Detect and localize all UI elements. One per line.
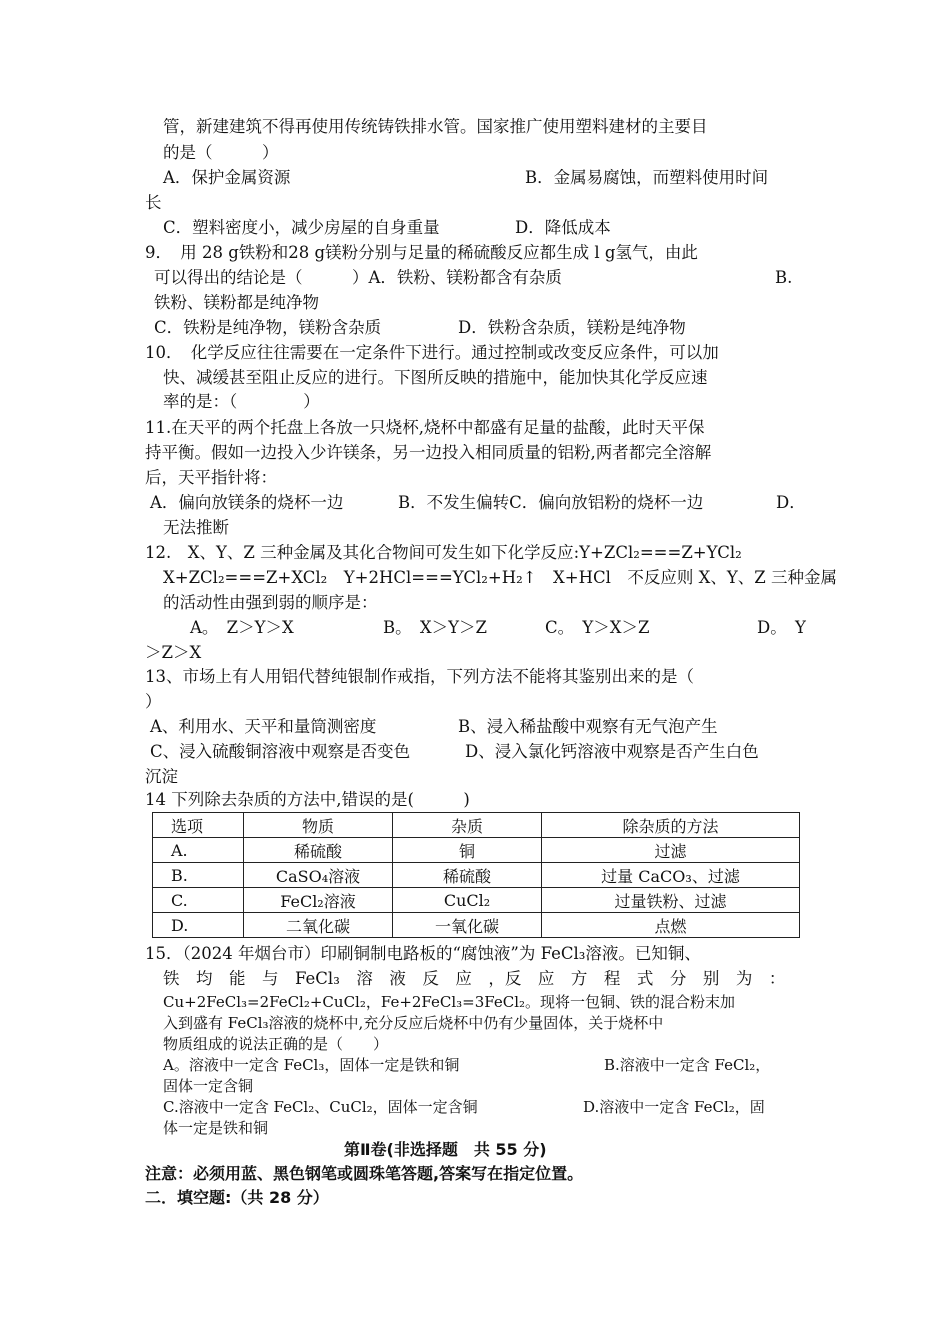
q9-option-d: D．铁粉含杂质，镁粉是纯净物	[458, 318, 686, 337]
q9-option-c: C．铁粉是纯净物，镁粉含杂质	[154, 318, 382, 337]
table-cell: 稀硫酸	[393, 863, 542, 888]
table-cell: B.	[153, 863, 244, 888]
table-cell: 稀硫酸	[244, 838, 393, 863]
table-header: 物质	[244, 813, 393, 838]
q9-line2-b: B.	[775, 268, 793, 287]
q12-option-b: B。 X＞Y＞Z	[383, 618, 487, 637]
q10-line1: 10． 化学反应往往需要在一定条件下进行。通过控制或改变反应条件，可以加	[145, 343, 719, 362]
table-row	[153, 838, 800, 863]
q12-option-d: D。 Y	[757, 618, 806, 637]
impurity-table	[152, 812, 800, 938]
q13-line1: 13、市场上有人用铝代替纯银制作戒指，下列方法不能将其鉴别出来的是（	[145, 667, 694, 686]
q15-line3: Cu+2FeCl₃=2FeCl₂+CuCl₂，Fe+2FeCl₃=3FeCl₂。现将一包铜、铁的混合粉末加	[163, 993, 736, 1011]
q11-line2: 持平衡。假如一边投入少许镁条，另一边投入相同质量的铝粉,两者都完全溶解	[145, 443, 712, 462]
q12-line1: 12. X、Y、Z 三种金属及其化合物间可发生如下化学反应:Y+ZCl₂===Z+YCl₂	[145, 543, 742, 562]
q12-option-a: A。 Z＞Y＞X	[190, 618, 294, 637]
q15-option-b-cont: 固体一定含铜	[163, 1077, 254, 1095]
table-cell: 过量 CaCO₃、过滤	[542, 863, 800, 888]
table-header: 除杂质的方法	[542, 813, 800, 838]
table-row	[153, 863, 800, 888]
table-cell: 二氧化碳	[244, 913, 393, 938]
table-cell: 一氧化碳	[393, 913, 542, 938]
q15-line4: 入到盛有 FeCl₃溶液的烧杯中,充分反应后烧杯中仍有少量固体，关于烧杯中	[163, 1014, 664, 1032]
q15-line2: 铁 均 能 与 FeCl₃ 溶 液 反 应 ，反 应 方 程 式 分 别 为 ：	[163, 969, 786, 988]
q8-option-a: A．保护金属资源	[163, 168, 291, 187]
q11-option-d-cont: 无法推断	[163, 518, 229, 537]
q15-option-d: D.溶液中一定含 FeCl₂，固	[583, 1098, 765, 1116]
table-header: 杂质	[393, 813, 542, 838]
table-cell: D.	[153, 913, 244, 938]
table-header: 选项	[153, 813, 244, 838]
section-note: 注意：必须用蓝、黑色钢笔或圆珠笔答题,答案写在指定位置。	[145, 1164, 584, 1183]
q13-line2: ）	[145, 692, 162, 711]
q15-line5: 物质组成的说法正确的是（ ）	[163, 1035, 389, 1053]
table-cell: CuCl₂	[393, 888, 542, 913]
q8-option-b-cont: 长	[145, 193, 162, 212]
table-cell: CaSO₄溶液	[244, 863, 393, 888]
table-cell: 铜	[393, 838, 542, 863]
table-row	[153, 888, 800, 913]
q13-option-d-cont: 沉淀	[145, 767, 178, 786]
q9-line2: 可以得出的结论是（ ）A．铁粉、镁粉都含有杂质	[154, 268, 562, 287]
table-cell: 过滤	[542, 838, 800, 863]
q15-option-b: B.溶液中一定含 FeCl₂，	[604, 1056, 771, 1074]
q8-option-d: D．降低成本	[515, 218, 611, 237]
q12-option-c: C。 Y＞X＞Z	[545, 618, 650, 637]
q10-line3: 率的是：（ ）	[163, 392, 320, 411]
q13-option-d: D、浸入氯化钙溶液中观察是否产生白色	[465, 742, 759, 761]
q9-line1: 9． 用 28 g铁粉和28 g镁粉分别与足量的稀硫酸反应都生成 l g氢气，由此	[145, 243, 698, 262]
q11-option-b-c: B．不发生偏转C．偏向放铝粉的烧杯一边	[398, 493, 704, 512]
table-cell: 过量铁粉、过滤	[542, 888, 800, 913]
q9-line3: 铁粉、镁粉都是纯净物	[154, 293, 319, 312]
q8-line1: 管，新建建筑不得再使用传统铸铁排水管。国家推广使用塑料建材的主要目	[163, 117, 708, 136]
q11-line1: 11.在天平的两个托盘上各放一只烧杯,烧杯中都盛有足量的盐酸，此时天平保	[145, 418, 705, 437]
q15-option-c: C.溶液中一定含 FeCl₂、CuCl₂，固体一定含铜	[163, 1098, 478, 1116]
table-cell: 点燃	[542, 913, 800, 938]
q11-line3: 后，天平指针将：	[145, 468, 277, 487]
q8-line2: 的是（ ）	[163, 143, 279, 162]
table-cell: A.	[153, 838, 244, 863]
q12-line3: 的活动性由强到弱的顺序是：	[163, 593, 378, 612]
q12-option-d-cont: ＞Z＞X	[145, 643, 202, 662]
q11-option-a: A．偏向放镁条的烧杯一边	[150, 493, 344, 512]
q15-option-a: A。溶液中一定含 FeCl₃，固体一定是铁和铜	[163, 1056, 460, 1074]
table-header-row	[153, 813, 800, 838]
q13-option-b: B、浸入稀盐酸中观察有无气泡产生	[458, 717, 718, 736]
q8-option-c: C．塑料密度小，减少房屋的自身重量	[163, 218, 440, 237]
q14-title: 14 下列除去杂质的方法中,错误的是( )	[145, 790, 470, 809]
table-row	[153, 913, 800, 938]
table-cell: C.	[153, 888, 244, 913]
q15-line1: 15．（2024 年烟台市）印刷铜制电路板的“腐蚀液”为 FeCl₃溶液。已知铜、	[145, 944, 701, 963]
q13-option-a: A、利用水、天平和量筒测密度	[150, 717, 377, 736]
section-title: 第Ⅱ卷(非选择题 共 55 分)	[344, 1140, 547, 1159]
q12-line2: X+ZCl₂===Z+XCl₂ Y+2HCl===YCl₂+H₂↑ X+HCl 不反应则 X、Y、Z 三种金属	[163, 568, 838, 587]
q10-line2: 快、减缓甚至阻止反应的进行。下图所反映的措施中，能加快其化学反应速	[163, 368, 708, 387]
q8-option-b: B．金属易腐蚀，而塑料使用时间	[525, 168, 769, 187]
table-cell: FeCl₂溶液	[244, 888, 393, 913]
q11-option-d: D．	[776, 493, 806, 512]
section-heading: 二．填空题:（共 28 分）	[145, 1188, 329, 1207]
q13-option-c: C、浸入硫酸铜溶液中观察是否变色	[150, 742, 411, 761]
q15-option-d-cont: 体一定是铁和铜	[163, 1119, 269, 1137]
